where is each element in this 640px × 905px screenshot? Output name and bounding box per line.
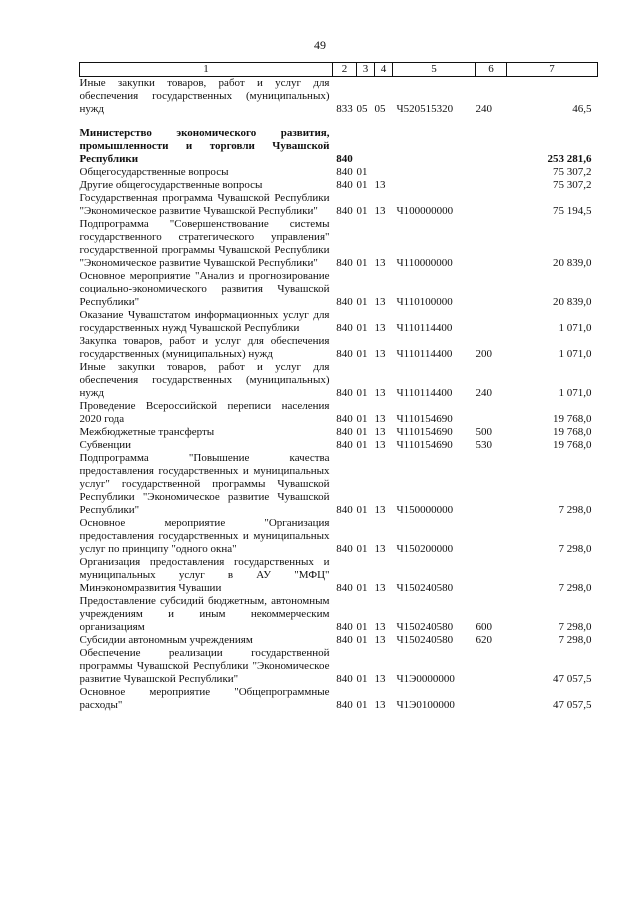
expense-type-code-cell <box>476 218 507 270</box>
ministry-code-cell: 840 <box>336 504 353 516</box>
table-row <box>80 179 598 192</box>
expense-type-code-cell <box>476 127 507 166</box>
table-row <box>80 309 598 335</box>
amount-cell: 1 071,0 <box>558 322 592 334</box>
amount-cell: 75 194,5 <box>553 205 592 217</box>
item-name-cell: Основное мероприятие "Организация предоставления государственных и муниципальных услуг по принципу "одного окна" <box>79 517 330 555</box>
expense-type-code-cell <box>476 309 507 335</box>
table-row <box>80 127 598 166</box>
item-name-cell: Министерство экономического развития, промышленности и торговли Чувашской Республики <box>79 127 330 165</box>
ministry-code-cell: 840 <box>336 439 353 451</box>
ministry-code-cell: 840 <box>336 153 353 165</box>
target-item-code-cell <box>393 179 476 192</box>
section-code-cell <box>357 127 375 166</box>
ministry-code-cell: 833 <box>336 103 353 115</box>
target-item-code-cell: Ч110100000 <box>396 296 453 308</box>
target-item-code-cell <box>393 166 476 179</box>
ministry-code-cell: 840 <box>336 257 353 269</box>
target-item-code-cell <box>393 127 476 166</box>
amount-cell: 7 298,0 <box>558 634 592 646</box>
subsection-code-cell: 13 <box>374 582 386 594</box>
subsection-code-cell: 13 <box>374 322 386 334</box>
amount-cell: 253 281,6 <box>547 153 592 165</box>
item-name-cell: Межбюджетные трансферты <box>79 426 215 438</box>
section-code-cell: 01 <box>356 634 368 646</box>
amount-cell: 47 057,5 <box>553 673 592 685</box>
subsection-code-cell: 13 <box>374 439 386 451</box>
target-item-code-cell: Ч100000000 <box>396 205 454 217</box>
subsection-code-cell: 13 <box>374 634 386 646</box>
amount-cell: 1 071,0 <box>558 348 592 360</box>
item-name-cell: Государственная программа Чувашской Республики "Экономическое развитие Чувашской Республики" <box>79 192 330 217</box>
subsection-code-cell: 13 <box>374 205 386 217</box>
item-name-cell: Общегосударственные вопросы <box>79 166 229 178</box>
expense-type-code-cell <box>476 166 507 179</box>
spacer-cell <box>80 116 598 127</box>
ministry-code-cell: 840 <box>336 582 353 594</box>
table-row <box>80 647 598 686</box>
ministry-code-cell: 840 <box>336 348 353 360</box>
table-row <box>80 439 598 452</box>
expense-type-code-cell: 240 <box>475 103 492 115</box>
table-row <box>80 686 598 712</box>
target-item-code-cell: Ч150200000 <box>396 543 454 555</box>
expense-type-code-cell: 500 <box>475 426 492 438</box>
table-row <box>80 166 598 179</box>
expense-type-code-cell <box>476 179 507 192</box>
item-name-cell: Основное мероприятие "Анализ и прогнозирование социально-экономического развития Чувашской Республики" <box>79 270 330 308</box>
section-code-cell: 05 <box>356 103 368 115</box>
section-code-cell: 01 <box>356 296 368 308</box>
table-row <box>80 400 598 426</box>
target-item-code-cell: Ч110114400 <box>396 348 453 360</box>
table-row <box>80 361 598 400</box>
target-item-code-cell: Ч520515320 <box>396 103 454 115</box>
subsection-code-cell: 13 <box>374 257 386 269</box>
expense-type-code-cell <box>476 192 507 218</box>
section-code-cell: 01 <box>356 166 368 178</box>
budget-table <box>79 62 598 712</box>
table-row <box>80 77 598 117</box>
section-code-cell: 01 <box>356 205 368 217</box>
section-code-cell: 01 <box>356 348 368 360</box>
section-code-cell: 01 <box>356 543 368 555</box>
amount-cell: 19 768,0 <box>553 413 592 425</box>
subsection-code-cell: 13 <box>374 504 386 516</box>
subsection-code-cell: 13 <box>374 179 386 191</box>
amount-cell: 7 298,0 <box>558 582 592 594</box>
section-code-cell: 01 <box>356 387 368 399</box>
column-header: 4 <box>375 63 393 77</box>
target-item-code-cell: Ч150240580 <box>396 582 454 594</box>
ministry-code-cell: 840 <box>336 179 353 191</box>
item-name-cell: Закупка товаров, работ и услуг для обеспечения государственных (муниципальных) нужд <box>79 335 330 360</box>
ministry-code-cell: 840 <box>336 205 353 217</box>
page-number: 49 <box>314 38 326 52</box>
expense-type-code-cell: 530 <box>475 439 492 451</box>
item-name-cell: Предоставление субсидий бюджетным, автономным учреждениям и иным некоммерческим организациям <box>79 595 330 633</box>
amount-cell: 47 057,5 <box>553 699 592 711</box>
section-code-cell: 01 <box>356 621 368 633</box>
section-code-cell: 01 <box>356 413 368 425</box>
subsection-code-cell: 13 <box>374 413 386 425</box>
subsection-code-cell: 13 <box>374 543 386 555</box>
amount-cell: 7 298,0 <box>558 504 592 516</box>
item-name-cell: Основное мероприятие "Общепрограммные расходы" <box>79 686 330 711</box>
subsection-code-cell: 13 <box>374 348 386 360</box>
item-name-cell: Подпрограмма "Совершенствование системы государственного стратегического управления" государственной программы Чувашской Республики "Экономическое развитие Чувашской Республики" <box>79 218 330 269</box>
column-header: 1 <box>80 63 333 77</box>
table-row <box>80 452 598 517</box>
target-item-code-cell: Ч110114400 <box>396 322 453 334</box>
amount-cell: 20 839,0 <box>553 257 592 269</box>
target-item-code-cell: Ч110154690 <box>396 413 453 425</box>
column-header: 7 <box>507 63 598 77</box>
expense-type-code-cell: 600 <box>475 621 492 633</box>
amount-cell: 19 768,0 <box>553 426 592 438</box>
subsection-code-cell <box>375 127 393 166</box>
ministry-code-cell: 840 <box>336 699 353 711</box>
expense-type-code-cell <box>476 686 507 712</box>
subsection-code-cell: 13 <box>374 699 386 711</box>
target-item-code-cell: Ч150000000 <box>396 504 454 516</box>
item-name-cell: Оказание Чувашстатом информационных услуг для государственных нужд Чувашской Республики <box>79 309 330 334</box>
target-item-code-cell: Ч1Э0000000 <box>396 673 455 685</box>
amount-cell: 7 298,0 <box>558 621 592 633</box>
amount-cell: 20 839,0 <box>553 296 592 308</box>
ministry-code-cell: 840 <box>336 387 353 399</box>
target-item-code-cell: Ч150240580 <box>396 621 454 633</box>
column-header: 5 <box>393 63 476 77</box>
item-name-cell: Другие общегосударственные вопросы <box>79 179 263 191</box>
column-header: 3 <box>357 63 375 77</box>
section-code-cell: 01 <box>356 673 368 685</box>
item-name-cell: Проведение Всероссийской переписи населения 2020 года <box>79 400 330 425</box>
table-row <box>80 517 598 556</box>
target-item-code-cell: Ч150240580 <box>396 634 454 646</box>
expense-type-code-cell <box>476 270 507 309</box>
section-code-cell: 01 <box>356 179 368 191</box>
table-row <box>80 426 598 439</box>
spacer-row <box>80 116 598 127</box>
expense-type-code-cell: 240 <box>475 387 492 399</box>
ministry-code-cell: 840 <box>336 426 353 438</box>
section-code-cell: 01 <box>356 257 368 269</box>
target-item-code-cell: Ч110000000 <box>396 257 453 269</box>
item-name-cell: Подпрограмма "Повышение качества предоставления государственных и муниципальных услуг" государственной программы Чувашской Республики "Экономическое развитие Чувашской Республики" <box>79 452 330 516</box>
ministry-code-cell: 840 <box>336 543 353 555</box>
expense-type-code-cell <box>476 556 507 595</box>
ministry-code-cell: 840 <box>336 166 353 178</box>
ministry-code-cell: 840 <box>336 621 353 633</box>
item-name-cell: Субвенции <box>79 439 132 451</box>
ministry-code-cell: 840 <box>336 413 353 425</box>
ministry-code-cell: 840 <box>336 296 353 308</box>
expense-type-code-cell <box>476 517 507 556</box>
subsection-code-cell: 05 <box>374 103 386 115</box>
table-row <box>80 595 598 634</box>
table-row <box>80 218 598 270</box>
subsection-code-cell: 13 <box>374 387 386 399</box>
item-name-cell: Обеспечение реализации государственной программы Чувашской Республики "Экономическое развитие Чувашской Республики" <box>79 647 330 685</box>
table-row <box>80 335 598 361</box>
target-item-code-cell: Ч1Э0100000 <box>396 699 455 711</box>
amount-cell: 19 768,0 <box>553 439 592 451</box>
item-name-cell: Субсидии автономным учреждениям <box>79 634 253 646</box>
section-code-cell: 01 <box>356 426 368 438</box>
amount-cell: 46,5 <box>572 103 592 115</box>
column-header: 6 <box>476 63 507 77</box>
subsection-code-cell: 13 <box>374 621 386 633</box>
expense-type-code-cell <box>476 452 507 517</box>
target-item-code-cell: Ч110154690 <box>396 426 453 438</box>
expense-type-code-cell <box>476 400 507 426</box>
table-row <box>80 556 598 595</box>
subsection-code-cell: 13 <box>374 426 386 438</box>
subsection-code-cell: 13 <box>374 296 386 308</box>
amount-cell: 75 307,2 <box>553 179 592 191</box>
amount-cell: 7 298,0 <box>558 543 592 555</box>
ministry-code-cell: 840 <box>336 634 353 646</box>
amount-cell: 75 307,2 <box>553 166 592 178</box>
ministry-code-cell: 840 <box>336 673 353 685</box>
item-name-cell: Иные закупки товаров, работ и услуг для обеспечения государственных (муниципальных) нужд <box>79 77 330 115</box>
target-item-code-cell: Ч110114400 <box>396 387 453 399</box>
target-item-code-cell: Ч110154690 <box>396 439 453 451</box>
table-header-row <box>80 63 598 77</box>
section-code-cell: 01 <box>356 322 368 334</box>
column-header: 2 <box>333 63 357 77</box>
item-name-cell: Организация предоставления государственных и муниципальных услуг в АУ "МФЦ" Минэкономразвития Чувашии <box>79 556 330 594</box>
expense-type-code-cell: 620 <box>475 634 492 646</box>
section-code-cell: 01 <box>356 504 368 516</box>
table-row <box>80 192 598 218</box>
expense-type-code-cell: 200 <box>475 348 492 360</box>
expense-type-code-cell <box>476 647 507 686</box>
amount-cell: 1 071,0 <box>558 387 592 399</box>
section-code-cell: 01 <box>356 439 368 451</box>
item-name-cell: Иные закупки товаров, работ и услуг для обеспечения государственных (муниципальных) нужд <box>79 361 330 399</box>
section-code-cell: 01 <box>356 699 368 711</box>
ministry-code-cell: 840 <box>336 322 353 334</box>
subsection-code-cell <box>375 166 393 179</box>
section-code-cell: 01 <box>356 582 368 594</box>
subsection-code-cell: 13 <box>374 673 386 685</box>
table-row <box>80 270 598 309</box>
table-row <box>80 634 598 647</box>
